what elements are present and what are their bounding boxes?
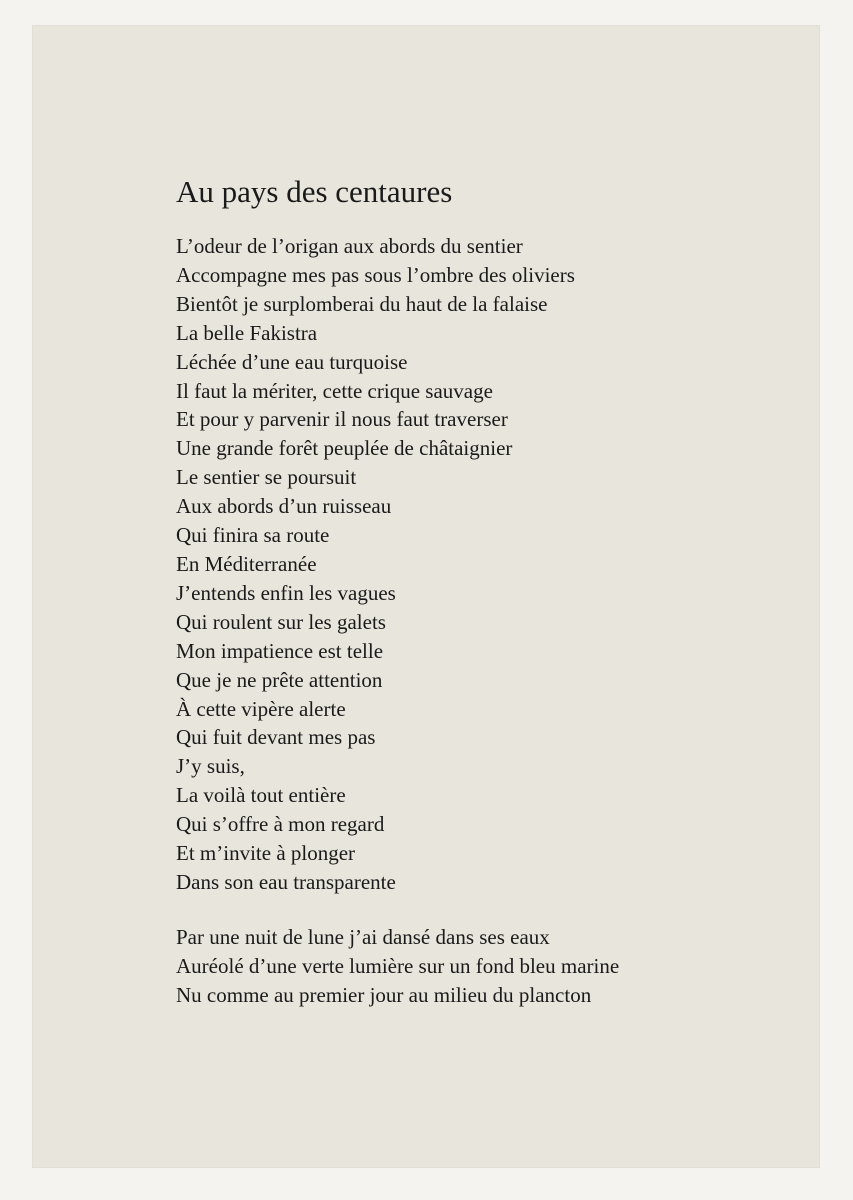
- poem-line: Qui roulent sur les galets: [176, 609, 386, 634]
- stanza: [176, 232, 575, 897]
- poem-line: Qui s’offre à mon regard: [176, 812, 385, 837]
- poem-line: J’y suis,: [176, 754, 245, 779]
- poem-line: Et m’invite à plonger: [176, 841, 356, 866]
- poem-line: Une grande forêt peuplée de châtaignier: [176, 436, 513, 461]
- poem-line: Auréolé d’une verte lumière sur un fond bleu marine: [176, 953, 620, 978]
- poem-line: Il faut la mériter, cette crique sauvage: [176, 378, 493, 403]
- poem-line: La voilà tout entière: [176, 783, 346, 808]
- poem-line: Et pour y parvenir il nous faut traverser: [176, 407, 508, 432]
- poem-line: En Méditerranée: [176, 551, 317, 576]
- poem-line: Léchée d’une eau turquoise: [176, 349, 408, 374]
- poem-line: Aux abords d’un ruisseau: [176, 494, 392, 519]
- poem-line: J’entends enfin les vagues: [176, 580, 396, 605]
- stanza: [176, 923, 619, 1010]
- poem-line: Dans son eau transparente: [176, 869, 396, 894]
- poem-line: Qui fuit devant mes pas: [176, 725, 376, 750]
- poem-line: Mon impatience est telle: [176, 638, 384, 663]
- poem-line: Que je ne prête attention: [176, 667, 383, 692]
- poem-title: Au pays des centaures: [176, 174, 453, 209]
- poem-line: Nu comme au premier jour au milieu du plancton: [176, 982, 592, 1007]
- poem-line: La belle Fakistra: [176, 320, 318, 345]
- poem-line: Accompagne mes pas sous l’ombre des oliviers: [176, 262, 575, 287]
- poem-line: L’odeur de l’origan aux abords du sentier: [176, 234, 523, 258]
- poem-line: Bientôt je surplomberai du haut de la falaise: [176, 291, 548, 316]
- poem-line: À cette vipère alerte: [176, 696, 346, 721]
- poem-line: Le sentier se poursuit: [176, 465, 357, 490]
- poem-line: Qui finira sa route: [176, 523, 330, 548]
- poem-line: Par une nuit de lune j’ai dansé dans ses eaux: [176, 925, 550, 949]
